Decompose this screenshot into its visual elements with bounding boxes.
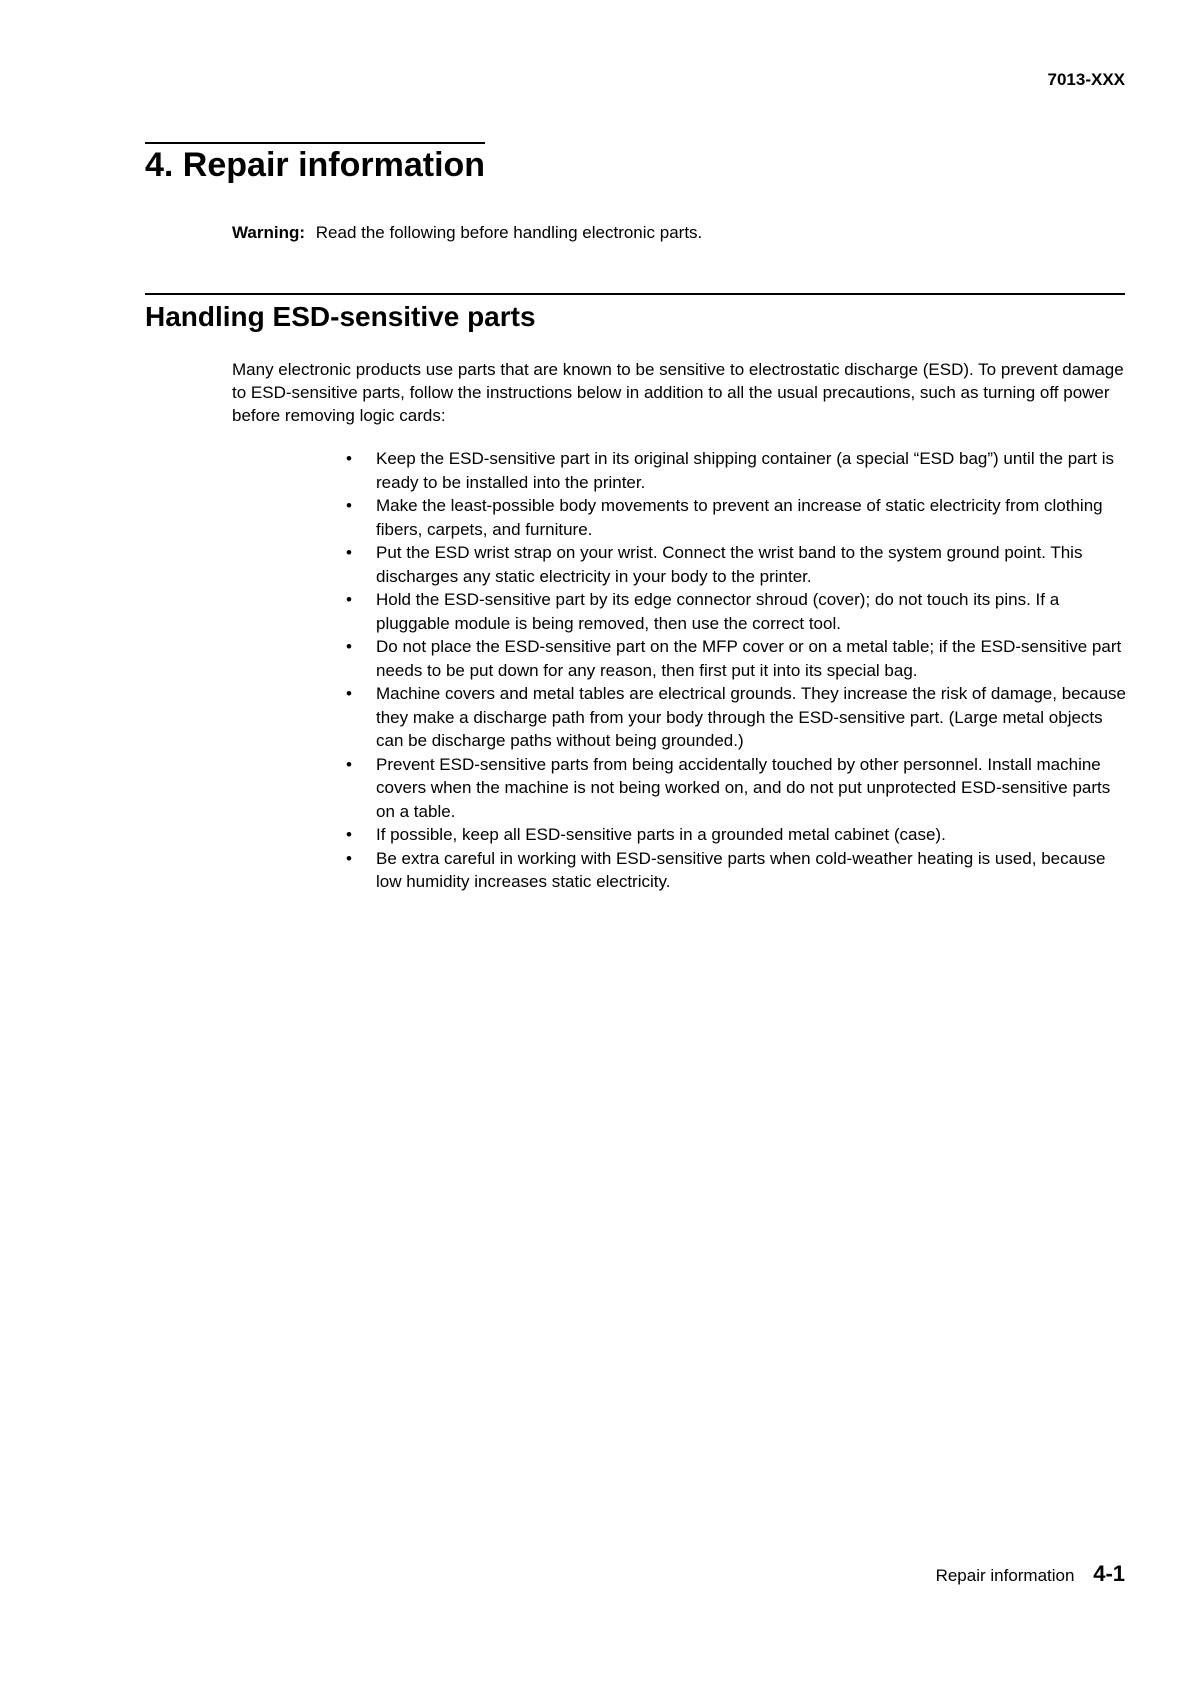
bullet-icon: •	[346, 590, 352, 609]
esd-precautions-list	[346, 447, 1126, 894]
section-title: Handling ESD-sensitive parts	[145, 301, 536, 332]
bullet-icon: •	[346, 543, 352, 562]
warning-note	[232, 223, 702, 243]
list-item	[346, 635, 1126, 682]
bullet-icon: •	[346, 684, 352, 703]
list-item	[346, 541, 1126, 588]
section-divider	[145, 293, 1125, 295]
list-item	[346, 847, 1126, 894]
list-item	[346, 447, 1126, 494]
page-footer	[936, 1561, 1125, 1587]
warning-label: Warning:	[232, 223, 306, 242]
bullet-icon: •	[346, 637, 352, 656]
list-item-text: Put the ESD wrist strap on your wrist. Connect the wrist band to the system ground point. This discharges any static electricity in your body to the printer.	[376, 543, 1083, 586]
document-id: 7013-XXX	[1047, 70, 1125, 89]
bullet-icon: •	[346, 496, 352, 515]
footer-section-name: Repair information	[935, 1566, 1075, 1585]
list-item-text: Make the least-possible body movements to prevent an increase of static electricity from clothing fibers, carpets, and furniture.	[376, 496, 1103, 539]
section-intro: Many electronic products use parts that are known to be sensitive to electrostatic discharge (ESD). To prevent damage to ESD-sensitive parts, follow the instructions below in addition to all the usual precautions, such as turning off power before removing logic cards:	[232, 360, 1124, 425]
bullet-icon: •	[346, 754, 352, 774]
list-item	[346, 682, 1126, 753]
list-item	[346, 494, 1126, 541]
chapter-title: 4. Repair information	[145, 142, 485, 185]
list-item	[346, 588, 1126, 635]
list-item-text: If possible, keep all ESD-sensitive parts in a grounded metal cabinet (case).	[376, 825, 946, 844]
list-item	[346, 823, 1126, 847]
list-item-text: Keep the ESD-sensitive part in its original shipping container (a special “ESD bag”) until the part is ready to be installed into the printer.	[376, 449, 1114, 492]
bullet-icon: •	[346, 449, 352, 468]
warning-text: Read the following before handling electronic parts.	[315, 223, 703, 242]
bullet-icon: •	[346, 848, 352, 868]
list-item-text: Be extra careful in working with ESD-sensitive parts when cold-weather heating is used, because low humidity increases static electricity.	[376, 848, 1106, 891]
bullet-icon: •	[346, 825, 352, 844]
list-item-text: Hold the ESD-sensitive part by its edge connector shroud (cover); do not touch its pins. If a pluggable module is being removed, then use the correct tool.	[376, 590, 1060, 633]
list-item-text: Do not place the ESD-sensitive part on the MFP cover or on a metal table; if the ESD-sensitive part needs to be put down for any reason, then first put it into its special bag.	[376, 637, 1122, 680]
page-number: 4-1	[1093, 1561, 1125, 1586]
list-item-text: Prevent ESD-sensitive parts from being accidentally touched by other personnel. Install machine covers when the machine is not being worked on, and do not put unprotected ESD-sensitive parts on a table.	[376, 754, 1111, 821]
list-item	[346, 753, 1126, 824]
list-item-text: Machine covers and metal tables are electrical grounds. They increase the risk of damage, because they make a discharge path from your body through the ESD-sensitive part. (Large metal objects can be discharge paths without being grounded.)	[376, 684, 1126, 750]
